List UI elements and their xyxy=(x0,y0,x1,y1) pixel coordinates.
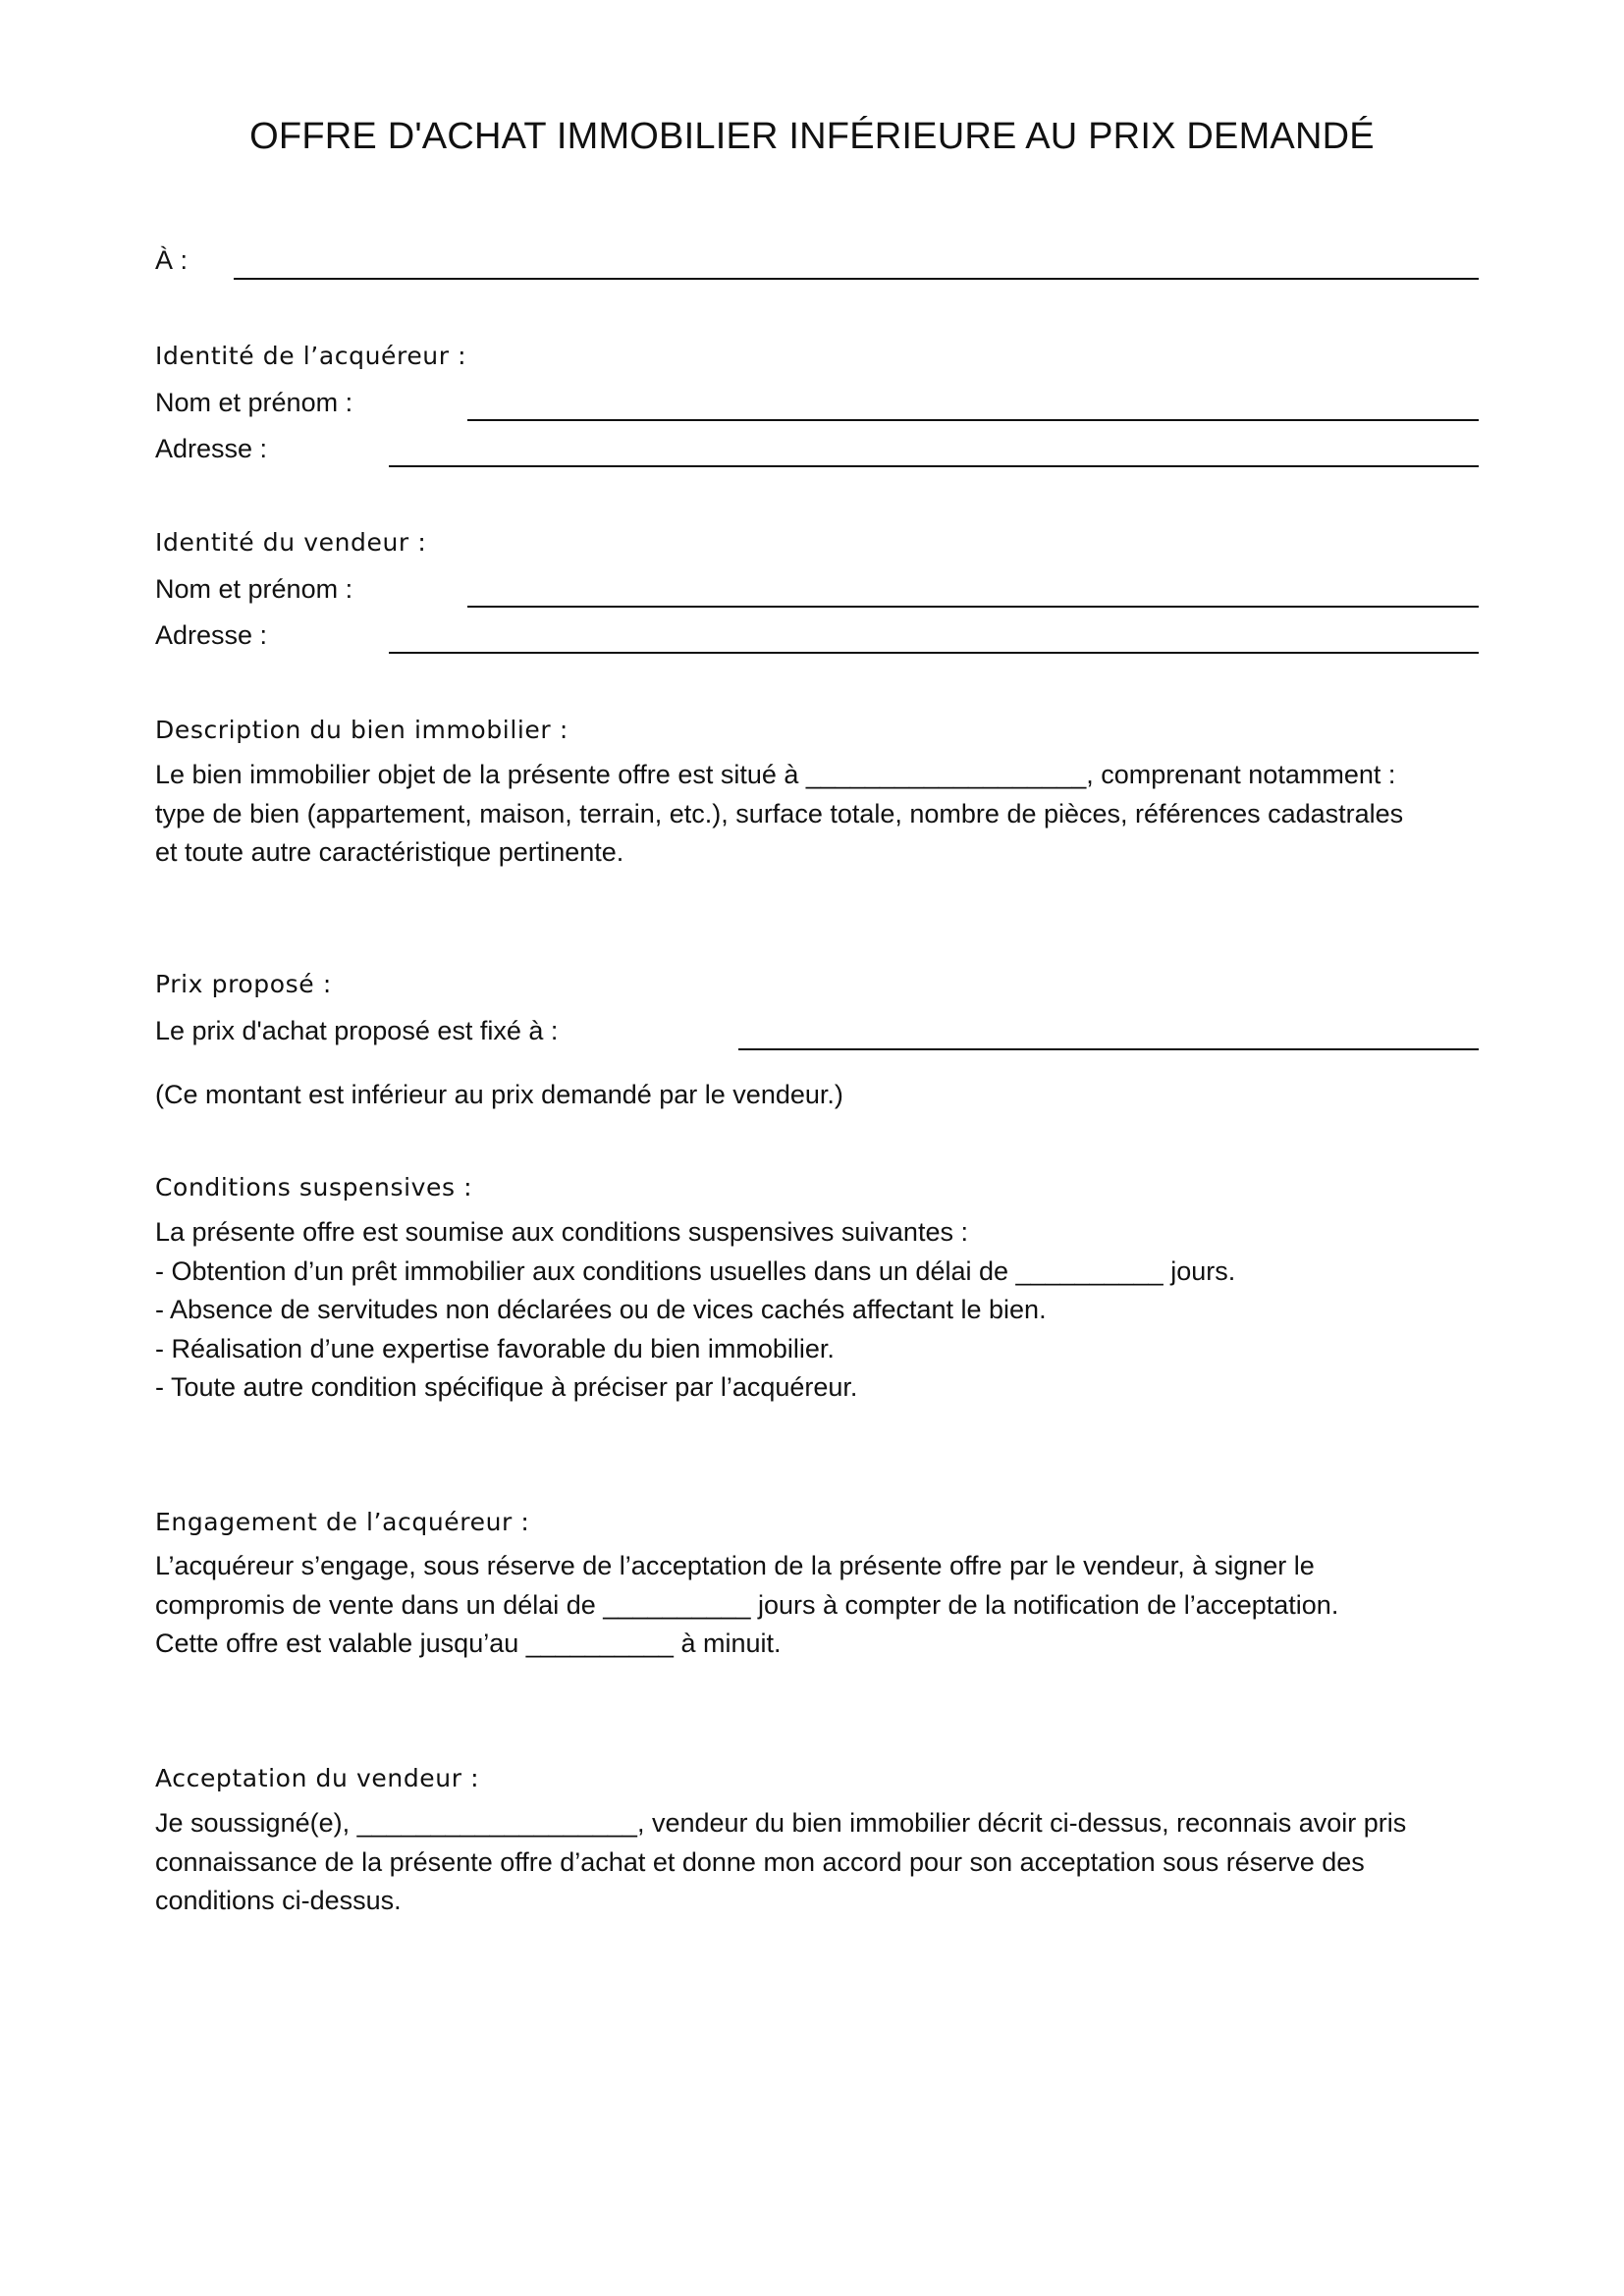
loan-delay-blank[interactable]: __________ xyxy=(1015,1255,1164,1286)
seller-signature-blank[interactable]: ___________________ xyxy=(356,1808,637,1838)
conditions-intro: La présente offre est soumise aux conditions suspensives suivantes : xyxy=(155,1217,968,1247)
description-text-2: type de bien (appartement, maison, terrain, etc.), surface totale, nombre de pièces, références cadastrales xyxy=(155,798,1404,828)
acceptance-paragraph xyxy=(155,1804,1490,1921)
condition-item-2: - Absence de servitudes non déclarées ou de vices cachés affectant le bien. xyxy=(155,1295,1047,1324)
price-note: (Ce montant est inférieur au prix demandé par le vendeur.) xyxy=(155,1080,843,1109)
commitment-section-heading: Engagement de l’acquéreur : xyxy=(155,1508,530,1536)
recipient-label: À : xyxy=(155,245,189,275)
condition-item-1: - Obtention d’un prêt immobilier aux conditions usuelles dans un délai de xyxy=(155,1255,1009,1286)
commitment-text-2b: jours à compter de la notification de l’acceptation. xyxy=(757,1589,1339,1620)
commitment-text-2: compromis de vente dans un délai de xyxy=(155,1589,596,1620)
conditions-section-heading: Conditions suspensives : xyxy=(155,1173,473,1201)
description-paragraph xyxy=(155,756,1490,873)
buyer-section-heading: Identité de l’acquéreur : xyxy=(155,342,467,370)
acceptance-text-3: conditions ci-dessus. xyxy=(155,1886,402,1915)
buyer-name-field-line[interactable] xyxy=(467,419,1479,421)
acceptance-text-1: Je soussigné(e), xyxy=(155,1808,351,1838)
location-blank[interactable]: ___________________ xyxy=(805,760,1087,789)
seller-name-label: Nom et prénom : xyxy=(155,574,353,604)
acceptance-text-2: connaissance de la présente offre d’achat et donne mon accord pour son acceptation sous réserve des xyxy=(155,1846,1365,1877)
seller-name-field-line[interactable] xyxy=(467,606,1479,608)
validity-date-blank[interactable]: __________ xyxy=(525,1629,674,1658)
acceptance-text-1b: , vendeur du bien immobilier décrit ci-dessus, reconnais avoir pris xyxy=(636,1808,1407,1838)
price-field-line[interactable] xyxy=(738,1048,1479,1050)
description-text-3: et toute autre caractéristique pertinente. xyxy=(155,837,624,867)
document-title: OFFRE D'ACHAT IMMOBILIER INFÉRIEURE AU PRIX DEMANDÉ xyxy=(249,116,1375,157)
commitment-text-1: L’acquéreur s’engage, sous réserve de l’acceptation de la présente offre par le vendeur, à signer le xyxy=(155,1551,1315,1580)
description-section-heading: Description du bien immobilier : xyxy=(155,716,568,744)
description-text-1b: , comprenant notamment : xyxy=(1086,760,1396,789)
seller-address-field-line[interactable] xyxy=(389,652,1479,654)
acceptance-section-heading: Acceptation du vendeur : xyxy=(155,1764,480,1792)
price-label: Le prix d'achat proposé est fixé à : xyxy=(155,1016,559,1045)
recipient-field-line[interactable] xyxy=(234,278,1479,280)
commitment-text-3b: à minuit. xyxy=(680,1629,782,1658)
compromise-delay-blank[interactable]: __________ xyxy=(603,1589,751,1620)
price-section-heading: Prix proposé : xyxy=(155,970,332,998)
condition-item-1-suffix: jours. xyxy=(1170,1255,1236,1286)
commitment-paragraph xyxy=(155,1547,1490,1664)
description-text-1: Le bien immobilier objet de la présente offre est situé à xyxy=(155,760,799,789)
seller-address-label: Adresse : xyxy=(155,620,268,650)
condition-item-4: - Toute autre condition spécifique à préciser par l’acquéreur. xyxy=(155,1372,858,1402)
seller-section-heading: Identité du vendeur : xyxy=(155,528,427,557)
buyer-address-label: Adresse : xyxy=(155,434,268,463)
conditions-paragraph xyxy=(155,1213,1490,1408)
commitment-text-3: Cette offre est valable jusqu’au xyxy=(155,1629,519,1658)
buyer-address-field-line[interactable] xyxy=(389,465,1479,467)
buyer-name-label: Nom et prénom : xyxy=(155,388,353,417)
condition-item-3: - Réalisation d’une expertise favorable du bien immobilier. xyxy=(155,1333,835,1363)
